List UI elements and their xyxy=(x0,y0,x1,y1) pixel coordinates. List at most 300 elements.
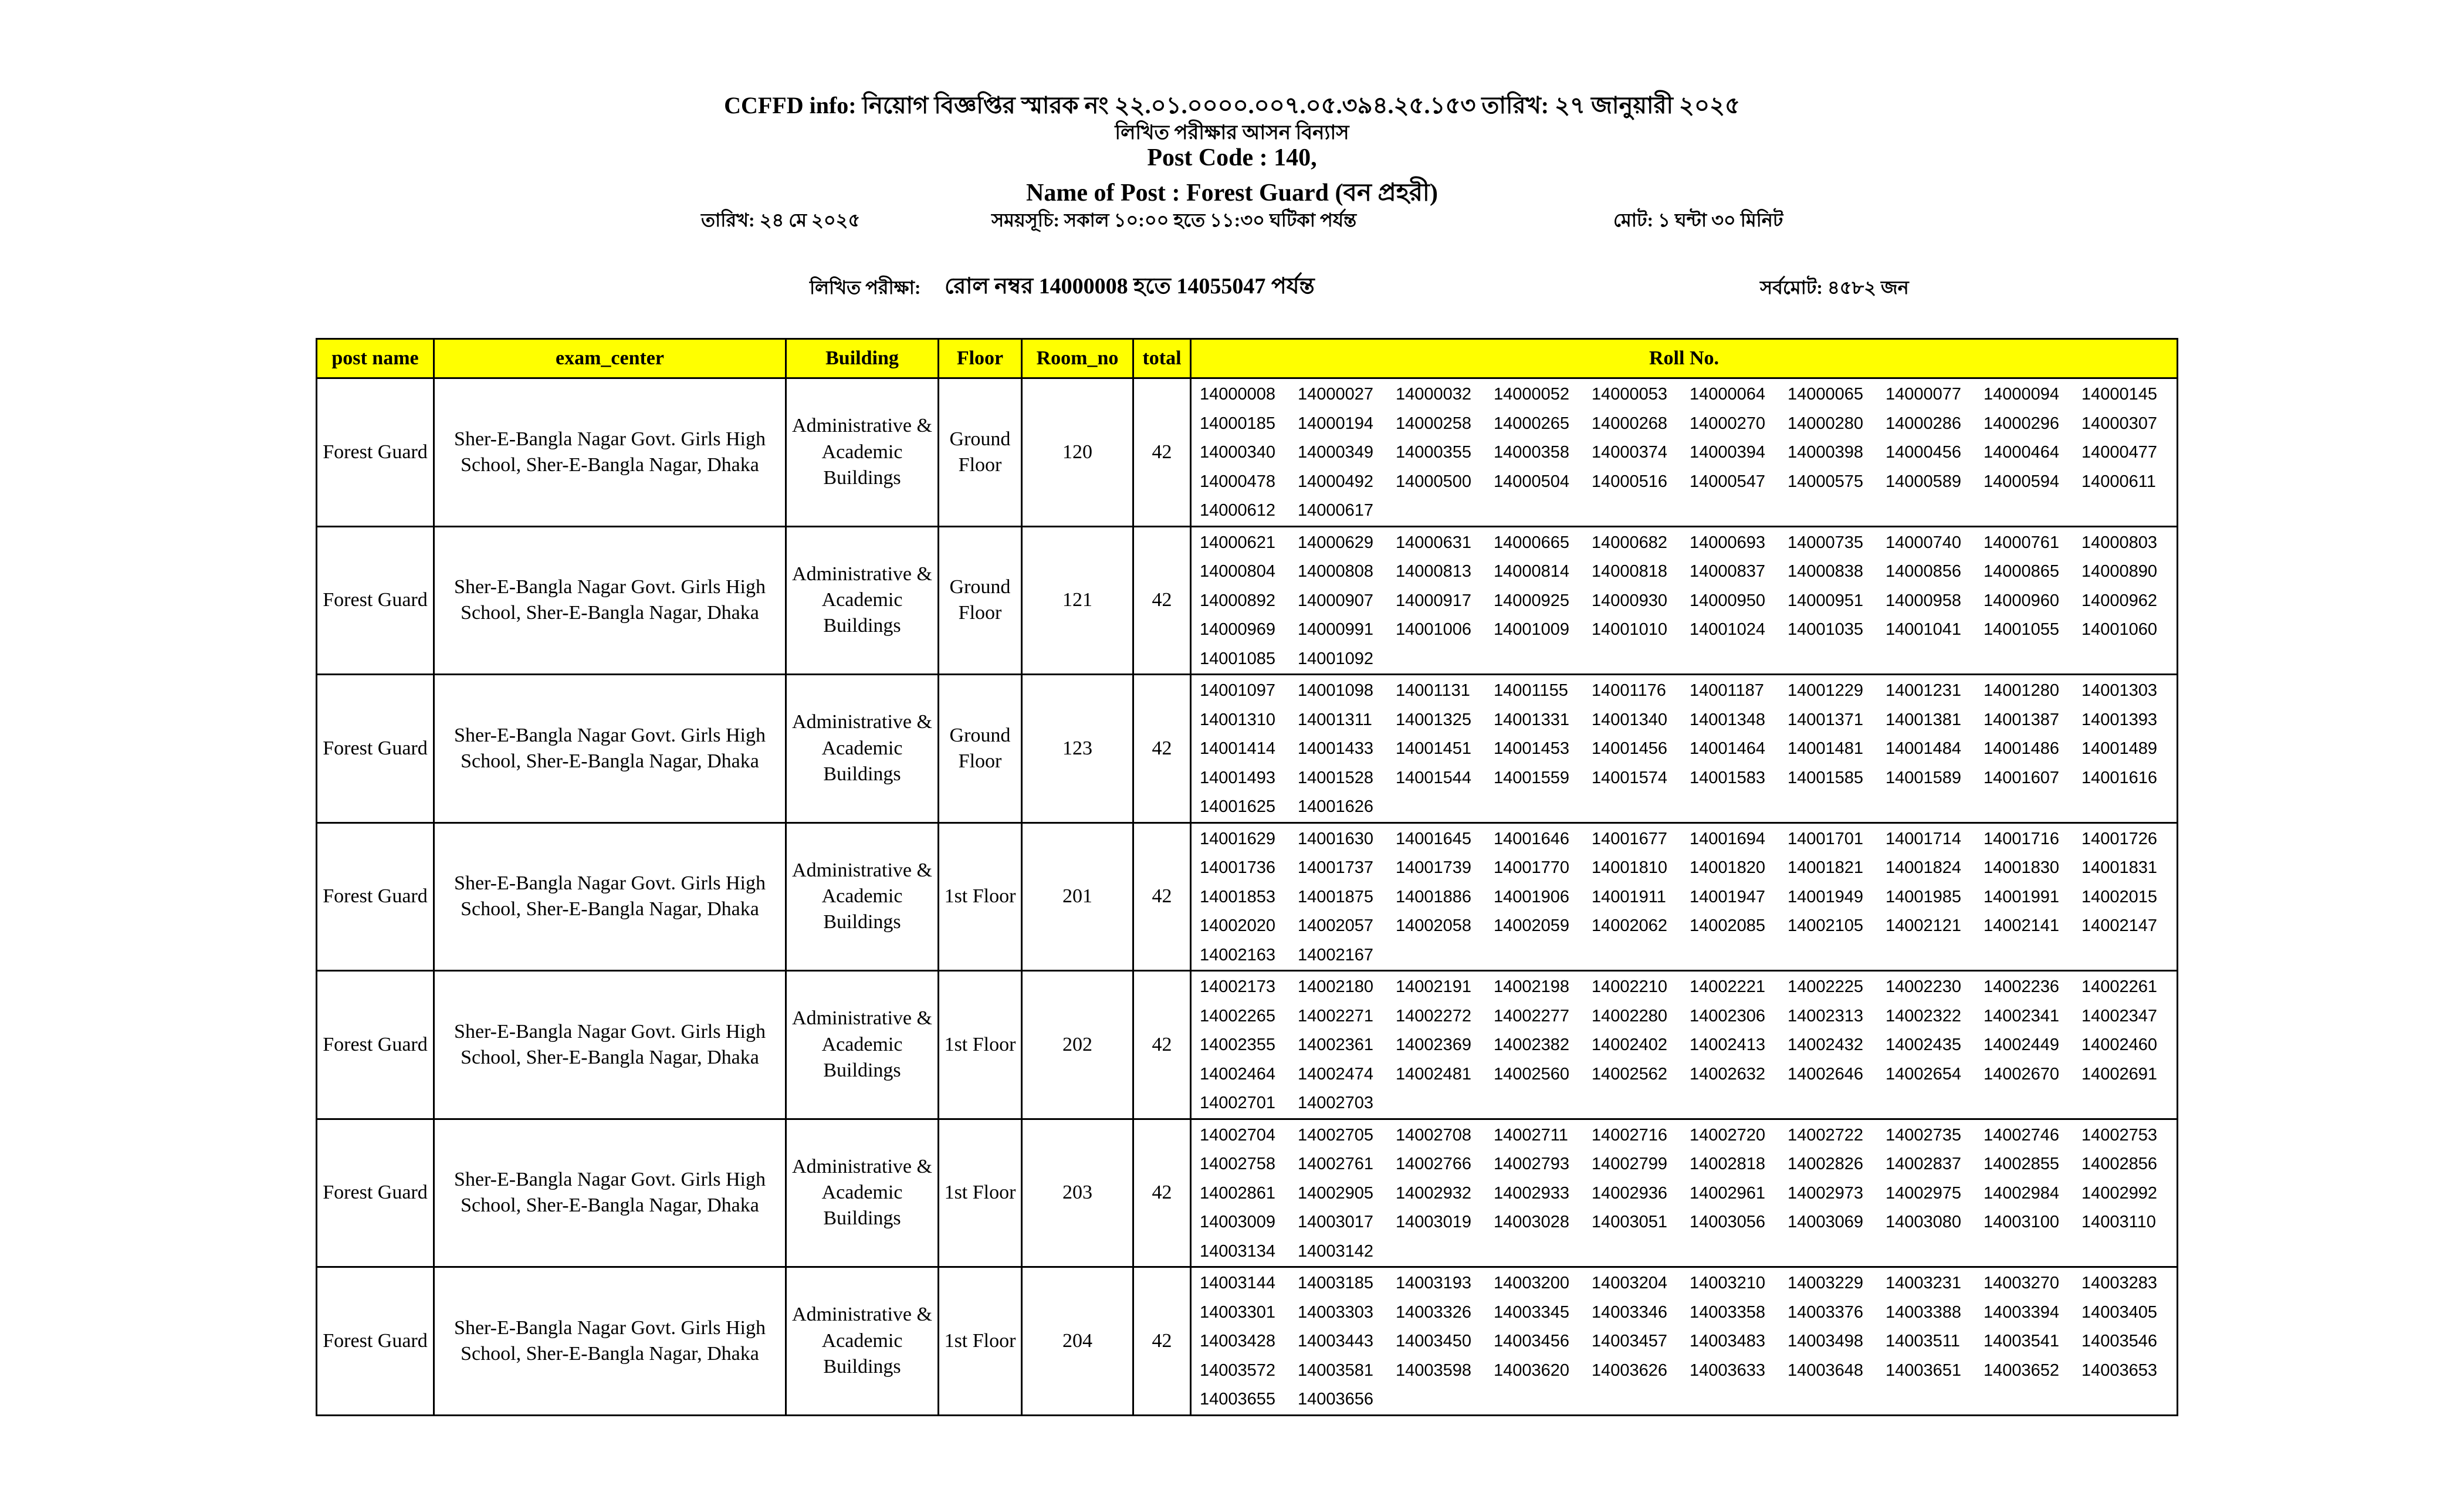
roll-number: 14003598 xyxy=(1396,1360,1472,1380)
col-total: total xyxy=(1133,339,1191,378)
total-cell: 42 xyxy=(1133,378,1191,527)
roll-number: 14003456 xyxy=(1494,1332,1570,1351)
exam-date: তারিখ: ২৪ মে ২০২৫ xyxy=(701,209,861,231)
roll-number: 14000478 xyxy=(1200,472,1276,491)
roll-number: 14002826 xyxy=(1788,1155,1864,1173)
roll-number: 14002720 xyxy=(1690,1125,1766,1145)
room-no-cell: 202 xyxy=(1022,971,1133,1119)
roll-number: 14000516 xyxy=(1592,472,1668,491)
roll-number: 14002711 xyxy=(1494,1125,1568,1145)
exam-center-cell: Sher-E-Bangla Nagar Govt. Girls High School, Sher-E-Bangla Nagar, Dhaka xyxy=(434,1267,786,1416)
roll-number: 14001714 xyxy=(1886,829,1962,848)
roll-number-grid xyxy=(1200,1121,2177,1267)
roll-number: 14001630 xyxy=(1298,829,1374,848)
building-cell: Administrative & Academic Buildings xyxy=(786,1119,939,1267)
roll-number: 14002347 xyxy=(2081,1006,2158,1025)
exam-center-cell: Sher-E-Bangla Nagar Govt. Girls High School, Sher-E-Bangla Nagar, Dhaka xyxy=(434,971,786,1119)
roll-number: 14000837 xyxy=(1690,562,1766,581)
roll-number: 14001348 xyxy=(1690,710,1766,729)
roll-number: 14001489 xyxy=(2081,739,2158,758)
roll-number: 14003069 xyxy=(1788,1213,1864,1231)
roll-number: 14001701 xyxy=(1788,829,1864,848)
roll-number: 14001387 xyxy=(1984,710,2060,729)
roll-number: 14001155 xyxy=(1494,681,1568,700)
roll-number: 14000892 xyxy=(1200,591,1276,610)
roll-number-grid xyxy=(1200,380,2177,526)
roll-number: 14002560 xyxy=(1494,1064,1570,1084)
floor-cell: Ground Floor xyxy=(939,378,1022,527)
roll-number: 14002761 xyxy=(1298,1155,1374,1173)
total-cell: 42 xyxy=(1133,1267,1191,1416)
roll-number: 14001456 xyxy=(1592,739,1668,758)
building-cell: Administrative & Academic Buildings xyxy=(786,823,939,971)
roll-number-grid xyxy=(1200,529,2177,674)
roll-number: 14002735 xyxy=(1886,1125,1962,1145)
roll-number: 14000094 xyxy=(1984,385,2060,404)
roll-number: 14001574 xyxy=(1592,768,1668,787)
room-no-cell: 203 xyxy=(1022,1119,1133,1267)
roll-number: 14001726 xyxy=(2081,829,2158,848)
roll-number: 14002474 xyxy=(1298,1064,1374,1084)
roll-number: 14002703 xyxy=(1298,1094,1374,1112)
table-row xyxy=(317,378,2178,527)
roll-number: 14002020 xyxy=(1200,916,1276,935)
col-floor: Floor xyxy=(939,339,1022,378)
roll-number: 14000814 xyxy=(1494,562,1570,581)
roll-number: 14000631 xyxy=(1396,533,1472,552)
exam-schedule: সময়সূচি: সকাল ১০:০০ হতে ১১:৩০ ঘটিকা পর্যন্ত xyxy=(991,209,1357,231)
room-no-cell: 121 xyxy=(1022,526,1133,675)
roll-number: 14003498 xyxy=(1788,1332,1864,1351)
roll-number: 14003652 xyxy=(1984,1360,2060,1380)
roll-number: 14002173 xyxy=(1200,977,1276,996)
roll-number: 14002746 xyxy=(1984,1125,2060,1145)
roll-number: 14000280 xyxy=(1788,414,1864,433)
roll-number: 14001583 xyxy=(1690,768,1766,787)
roll-number: 14003483 xyxy=(1690,1332,1766,1351)
roll-number: 14003303 xyxy=(1298,1302,1374,1322)
roll-number: 14002355 xyxy=(1200,1035,1276,1054)
roll-number: 14000547 xyxy=(1690,472,1766,491)
post-code: Post Code : 140, xyxy=(1147,144,1317,171)
roll-number: 14001820 xyxy=(1690,858,1766,877)
table-row xyxy=(317,675,2178,823)
roll-number: 14003270 xyxy=(1984,1274,2060,1292)
roll-number: 14001544 xyxy=(1396,768,1472,787)
roll-number: 14001131 xyxy=(1396,681,1470,700)
roll-number: 14000374 xyxy=(1592,443,1668,462)
table-row xyxy=(317,526,2178,675)
roll-number: 14002272 xyxy=(1396,1006,1472,1025)
table-row xyxy=(317,1119,2178,1267)
roll-number: 14002322 xyxy=(1886,1006,1962,1025)
roll-number: 14003572 xyxy=(1200,1360,1276,1380)
roll-number: 14000008 xyxy=(1200,385,1276,404)
roll-number: 14000194 xyxy=(1298,414,1374,433)
roll-number: 14000951 xyxy=(1788,591,1864,610)
roll-number: 14000594 xyxy=(1984,472,2060,491)
roll-number: 14001770 xyxy=(1494,858,1570,877)
roll-number: 14000270 xyxy=(1690,414,1766,433)
post-name-cell: Forest Guard xyxy=(317,1267,434,1416)
roll-number: 14000930 xyxy=(1592,591,1668,610)
room-no-cell: 123 xyxy=(1022,675,1133,823)
roll-number: 14003345 xyxy=(1494,1302,1570,1322)
roll-number: 14003144 xyxy=(1200,1274,1276,1292)
roll-number: 14001176 xyxy=(1592,681,1666,700)
roll-number: 14002147 xyxy=(2081,916,2158,935)
roll-number: 14000803 xyxy=(2081,533,2158,552)
roll-number: 14002936 xyxy=(1592,1183,1668,1203)
roll-number: 14001310 xyxy=(1200,710,1276,729)
roll-number: 14001453 xyxy=(1494,739,1570,758)
roll-number: 14000907 xyxy=(1298,591,1374,610)
table-row xyxy=(317,1267,2178,1416)
roll-number: 14002793 xyxy=(1494,1155,1570,1173)
roll-number: 14000355 xyxy=(1396,443,1472,462)
room-no-cell: 201 xyxy=(1022,823,1133,971)
roll-number: 14003653 xyxy=(2081,1360,2158,1380)
total-cell: 42 xyxy=(1133,971,1191,1119)
table-body xyxy=(317,378,2178,1416)
roll-number: 14000890 xyxy=(2081,562,2158,581)
roll-numbers-cell xyxy=(1191,378,2178,527)
roll-number: 14003581 xyxy=(1298,1360,1374,1380)
roll-number: 14002932 xyxy=(1396,1183,1472,1203)
roll-number: 14001325 xyxy=(1396,710,1472,729)
roll-number-grid xyxy=(1200,676,2177,822)
roll-number: 14003200 xyxy=(1494,1274,1570,1292)
roll-number: 14001739 xyxy=(1396,858,1472,877)
roll-number: 14003110 xyxy=(2081,1213,2156,1231)
roll-number: 14003210 xyxy=(1690,1274,1766,1292)
roll-numbers-cell xyxy=(1191,823,2178,971)
roll-number: 14000856 xyxy=(1886,562,1962,581)
roll-number: 14000969 xyxy=(1200,620,1276,639)
roll-number: 14000589 xyxy=(1886,472,1962,491)
roll-number: 14001607 xyxy=(1984,768,2060,787)
col-post-name: post name xyxy=(317,339,434,378)
roll-number: 14001381 xyxy=(1886,710,1962,729)
floor-cell: 1st Floor xyxy=(939,1267,1022,1416)
roll-number: 14001098 xyxy=(1298,681,1374,700)
roll-number: 14002121 xyxy=(1886,916,1962,935)
roll-number: 14002361 xyxy=(1298,1035,1374,1054)
roll-number: 14002670 xyxy=(1984,1064,2060,1084)
roll-number: 14001092 xyxy=(1298,649,1374,668)
roll-number: 14003450 xyxy=(1396,1332,1472,1351)
roll-number: 14001906 xyxy=(1494,887,1570,906)
roll-number: 14003546 xyxy=(2081,1332,2158,1351)
roll-number: 14001824 xyxy=(1886,858,1962,877)
roll-number: 14001626 xyxy=(1298,797,1374,816)
roll-number: 14000286 xyxy=(1886,414,1962,433)
roll-number: 14001810 xyxy=(1592,858,1668,877)
roll-number: 14003541 xyxy=(1984,1332,2060,1351)
roll-number: 14002632 xyxy=(1690,1064,1766,1084)
roll-number: 14003193 xyxy=(1396,1274,1472,1292)
roll-number: 14002230 xyxy=(1886,977,1962,996)
roll-number: 14001645 xyxy=(1396,829,1472,848)
roll-number: 14001035 xyxy=(1788,620,1864,639)
roll-number: 14001231 xyxy=(1886,681,1962,700)
roll-number: 14002435 xyxy=(1886,1035,1962,1054)
roll-numbers-cell xyxy=(1191,1119,2178,1267)
roll-numbers-cell xyxy=(1191,971,2178,1119)
roll-number: 14002225 xyxy=(1788,977,1864,996)
roll-number: 14000958 xyxy=(1886,591,1962,610)
roll-number-grid xyxy=(1200,825,2177,970)
roll-number: 14000960 xyxy=(1984,591,2060,610)
roll-number: 14002705 xyxy=(1298,1125,1374,1145)
roll-number: 14000032 xyxy=(1396,385,1472,404)
roll-number: 14002984 xyxy=(1984,1183,2060,1203)
floor-cell: 1st Floor xyxy=(939,823,1022,971)
roll-number: 14001853 xyxy=(1200,887,1276,906)
roll-number: 14002413 xyxy=(1690,1035,1766,1054)
roll-number: 14001486 xyxy=(1984,739,2060,758)
roll-number: 14002704 xyxy=(1200,1125,1276,1145)
roll-number: 14003376 xyxy=(1788,1302,1864,1322)
roll-number: 14002753 xyxy=(2081,1125,2158,1145)
building-cell: Administrative & Academic Buildings xyxy=(786,971,939,1119)
roll-number: 14002059 xyxy=(1494,916,1570,935)
table-header-row xyxy=(317,339,2178,378)
room-no-cell: 120 xyxy=(1022,378,1133,527)
roll-number: 14000500 xyxy=(1396,472,1472,491)
roll-number: 14001414 xyxy=(1200,739,1276,758)
table-row xyxy=(317,971,2178,1119)
roll-number: 14003651 xyxy=(1886,1360,1962,1380)
grand-total: সর্বমোট: ৪৫৮২ জন xyxy=(1760,277,1909,298)
roll-number: 14001875 xyxy=(1298,887,1374,906)
floor-cell: Ground Floor xyxy=(939,526,1022,675)
roll-number: 14001481 xyxy=(1788,739,1864,758)
roll-number: 14001821 xyxy=(1788,858,1864,877)
roll-number: 14000504 xyxy=(1494,472,1570,491)
roll-number: 14000808 xyxy=(1298,562,1374,581)
building-cell: Administrative & Academic Buildings xyxy=(786,1267,939,1416)
roll-number: 14002973 xyxy=(1788,1183,1864,1203)
exam-center-cell: Sher-E-Bangla Nagar Govt. Girls High School, Sher-E-Bangla Nagar, Dhaka xyxy=(434,378,786,527)
roll-number: 14001085 xyxy=(1200,649,1276,668)
roll-number: 14000917 xyxy=(1396,591,1472,610)
exam-center-cell: Sher-E-Bangla Nagar Govt. Girls High School, Sher-E-Bangla Nagar, Dhaka xyxy=(434,1119,786,1267)
roll-number: 14000349 xyxy=(1298,443,1374,462)
roll-number: 14001393 xyxy=(2081,710,2158,729)
roll-number: 14003633 xyxy=(1690,1360,1766,1380)
roll-number: 14003080 xyxy=(1886,1213,1962,1231)
roll-number: 14003358 xyxy=(1690,1302,1766,1322)
roll-number: 14002280 xyxy=(1592,1006,1668,1025)
roll-number: 14002057 xyxy=(1298,916,1374,935)
total-cell: 42 xyxy=(1133,675,1191,823)
roll-number: 14000925 xyxy=(1494,591,1570,610)
roll-number: 14002758 xyxy=(1200,1155,1276,1173)
roll-number: 14003229 xyxy=(1788,1274,1864,1292)
roll-number: 14001886 xyxy=(1396,887,1472,906)
roll-number: 14002382 xyxy=(1494,1035,1570,1054)
roll-number: 14001985 xyxy=(1886,887,1962,906)
roll-number: 14003017 xyxy=(1298,1213,1374,1231)
roll-number: 14001097 xyxy=(1200,681,1276,700)
roll-number: 14003009 xyxy=(1200,1213,1276,1231)
roll-number: 14000077 xyxy=(1886,385,1962,404)
roll-number: 14002992 xyxy=(2081,1183,2158,1203)
roll-number: 14002236 xyxy=(1984,977,2060,996)
roll-number: 14002818 xyxy=(1690,1155,1766,1173)
roll-number: 14001528 xyxy=(1298,768,1374,787)
roll-number: 14000991 xyxy=(1298,620,1374,639)
roll-number: 14001006 xyxy=(1396,620,1472,639)
roll-number: 14001625 xyxy=(1200,797,1276,816)
roll-number: 14001371 xyxy=(1788,710,1864,729)
col-exam-center: exam_center xyxy=(434,339,786,378)
post-name-cell: Forest Guard xyxy=(317,971,434,1119)
building-cell: Administrative & Academic Buildings xyxy=(786,378,939,527)
roll-number: 14003428 xyxy=(1200,1332,1276,1351)
col-room-no: Room_no xyxy=(1022,339,1133,378)
roll-number: 14003051 xyxy=(1592,1213,1668,1231)
roll-number: 14002460 xyxy=(2081,1035,2158,1054)
roll-number: 14002654 xyxy=(1886,1064,1962,1084)
roll-number: 14002562 xyxy=(1592,1064,1668,1084)
roll-number: 14002141 xyxy=(1984,916,2060,935)
floor-cell: 1st Floor xyxy=(939,1119,1022,1267)
roll-number: 14002261 xyxy=(2081,977,2158,996)
roll-number: 14001060 xyxy=(2081,620,2158,639)
roll-number: 14002722 xyxy=(1788,1125,1864,1145)
roll-number: 14002861 xyxy=(1200,1183,1276,1203)
post-name-cell: Forest Guard xyxy=(317,1119,434,1267)
roll-number: 14000492 xyxy=(1298,472,1374,491)
roll-number: 14001736 xyxy=(1200,858,1276,877)
roll-number: 14001303 xyxy=(2081,681,2158,700)
roll-number: 14002085 xyxy=(1690,916,1766,935)
roll-number: 14000258 xyxy=(1396,414,1472,433)
roll-number: 14000761 xyxy=(1984,533,2060,552)
roll-number: 14001055 xyxy=(1984,620,2060,639)
roll-number: 14002449 xyxy=(1984,1035,2060,1054)
roll-number: 14000865 xyxy=(1984,562,2060,581)
roll-number: 14000065 xyxy=(1788,385,1864,404)
roll-number: 14000265 xyxy=(1494,414,1570,433)
roll-number: 14003346 xyxy=(1592,1302,1668,1322)
post-name-cell: Forest Guard xyxy=(317,675,434,823)
roll-number: 14000813 xyxy=(1396,562,1472,581)
roll-number: 14002058 xyxy=(1396,916,1472,935)
seat-plan-table xyxy=(316,338,2178,1416)
roll-numbers-cell xyxy=(1191,526,2178,675)
roll-number: 14002646 xyxy=(1788,1064,1864,1084)
roll-range: রোল নম্বর 14000008 হতে 14055047 পর্যন্ত xyxy=(945,274,1315,299)
roll-number: 14003656 xyxy=(1298,1390,1374,1409)
total-cell: 42 xyxy=(1133,1119,1191,1267)
roll-number: 14002837 xyxy=(1886,1155,1962,1173)
roll-number: 14000629 xyxy=(1298,533,1374,552)
roll-number: 14001629 xyxy=(1200,829,1276,848)
roll-number: 14003204 xyxy=(1592,1274,1668,1292)
roll-number: 14002277 xyxy=(1494,1006,1570,1025)
roll-number: 14002341 xyxy=(1984,1006,2060,1025)
roll-number: 14001716 xyxy=(1984,829,2060,848)
roll-number: 14000052 xyxy=(1494,385,1570,404)
roll-numbers-cell xyxy=(1191,675,2178,823)
roll-number: 14003626 xyxy=(1592,1360,1668,1380)
roll-number: 14000185 xyxy=(1200,414,1276,433)
roll-number: 14000611 xyxy=(2081,472,2156,491)
roll-number: 14000838 xyxy=(1788,562,1864,581)
roll-number: 14002432 xyxy=(1788,1035,1864,1054)
roll-number: 14003019 xyxy=(1396,1213,1472,1231)
roll-number: 14002701 xyxy=(1200,1094,1276,1112)
roll-number: 14002961 xyxy=(1690,1183,1766,1203)
roll-number: 14002313 xyxy=(1788,1006,1864,1025)
roll-number: 14001911 xyxy=(1592,887,1666,906)
roll-number: 14002163 xyxy=(1200,945,1276,964)
roll-number: 14000064 xyxy=(1690,385,1766,404)
roll-number: 14000962 xyxy=(2081,591,2158,610)
roll-number: 14003283 xyxy=(2081,1274,2158,1292)
roll-number: 14000394 xyxy=(1690,443,1766,462)
roll-number: 14000398 xyxy=(1788,443,1864,462)
roll-number: 14000682 xyxy=(1592,533,1668,552)
roll-number: 14001831 xyxy=(2081,858,2158,877)
roll-number: 14000268 xyxy=(1592,414,1668,433)
roll-number: 14002799 xyxy=(1592,1155,1668,1173)
roll-number: 14001991 xyxy=(1984,887,2060,906)
floor-cell: Ground Floor xyxy=(939,675,1022,823)
roll-number: 14000740 xyxy=(1886,533,1962,552)
roll-number: 14003388 xyxy=(1886,1302,1962,1322)
roll-number: 14001737 xyxy=(1298,858,1374,877)
roll-numbers-cell xyxy=(1191,1267,2178,1416)
roll-number: 14002198 xyxy=(1494,977,1570,996)
roll-number: 14002933 xyxy=(1494,1183,1570,1203)
roll-number: 14000053 xyxy=(1592,385,1668,404)
exam-center-cell: Sher-E-Bangla Nagar Govt. Girls High School, Sher-E-Bangla Nagar, Dhaka xyxy=(434,823,786,971)
roll-number: 14002210 xyxy=(1592,977,1668,996)
roll-number: 14002481 xyxy=(1396,1064,1472,1084)
roll-number: 14001010 xyxy=(1592,620,1668,639)
roll-number: 14000693 xyxy=(1690,533,1766,552)
roll-number: 14002716 xyxy=(1592,1125,1668,1145)
roll-number: 14001433 xyxy=(1298,739,1374,758)
roll-number: 14001646 xyxy=(1494,829,1570,848)
roll-number: 14000307 xyxy=(2081,414,2158,433)
total-cell: 42 xyxy=(1133,526,1191,675)
roll-number: 14000950 xyxy=(1690,591,1766,610)
roll-number: 14002221 xyxy=(1690,977,1766,996)
roll-number-grid xyxy=(1200,1269,2177,1414)
roll-number: 14002369 xyxy=(1396,1035,1472,1054)
roll-number: 14003620 xyxy=(1494,1360,1570,1380)
roll-number: 14000296 xyxy=(1984,414,2060,433)
roll-number: 14001464 xyxy=(1690,739,1766,758)
roll-number: 14003301 xyxy=(1200,1302,1276,1322)
roll-number: 14000818 xyxy=(1592,562,1668,581)
building-cell: Administrative & Academic Buildings xyxy=(786,526,939,675)
post-name: Name of Post : Forest Guard (বন প্রহরী) xyxy=(1026,180,1438,207)
post-name-cell: Forest Guard xyxy=(317,526,434,675)
roll-number: 14003648 xyxy=(1788,1360,1864,1380)
building-cell: Administrative & Academic Buildings xyxy=(786,675,939,823)
post-name-cell: Forest Guard xyxy=(317,823,434,971)
roll-number: 14000665 xyxy=(1494,533,1570,552)
roll-number: 14001229 xyxy=(1788,681,1864,700)
roll-number: 14001493 xyxy=(1200,768,1276,787)
roll-number: 14001451 xyxy=(1396,739,1472,758)
